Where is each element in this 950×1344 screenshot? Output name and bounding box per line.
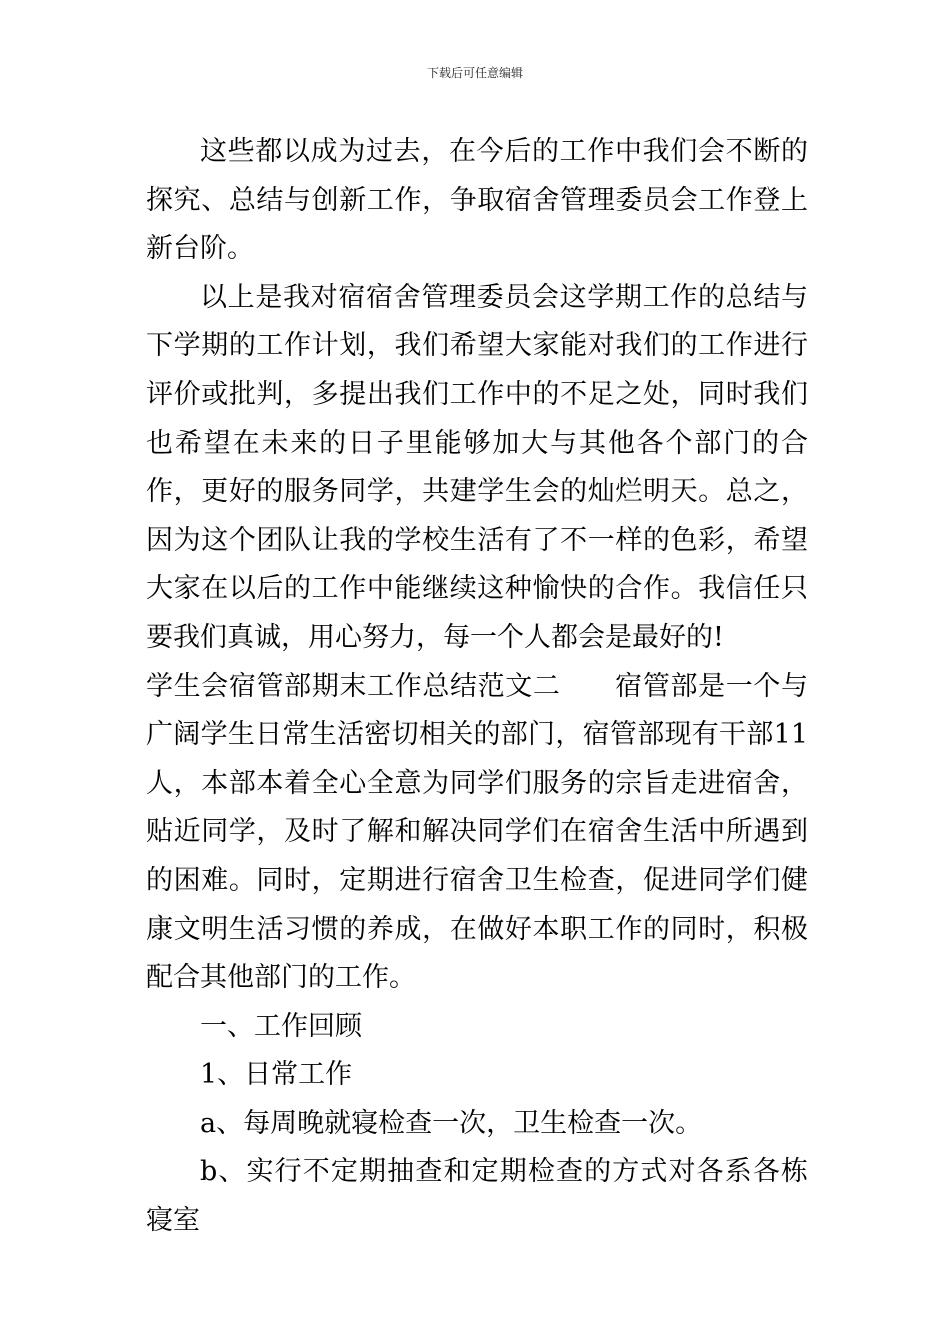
section-intro [146, 663, 808, 1003]
section-title: 学生会宿管部期末工作总结范文二 [146, 670, 561, 702]
heading-work-review: 一、工作回顾 [200, 1010, 362, 1042]
page-header-note: 下载后可任意编辑 [426, 66, 523, 80]
list-item-b: b、实行不定期抽查和定期检查的方式对各系各栋寝室 [146, 1156, 808, 1237]
list-item-a: a、每周晚就寝检查一次，卫生检查一次。 [200, 1107, 703, 1139]
paragraph-department-intro: 宿管部是一个与广阔学生日常生活密切相关的部门，宿管部现有干部11人，本部本着全心全意为同学们服务的宗旨走进宿舍，贴近同学，及时了解和解决同学们在宿舍生活中所遇到的困难。同时，定期进行宿舍卫生检查，促进同学们健康文明生活习惯的养成，在做好本职工作的同时，积极配合其他部门的工作。 [146, 670, 809, 994]
paragraph-summary: 以上是我对宿宿舍管理委员会这学期工作的总结与下学期的工作计划，我们希望大家能对我们的工作进行评价或批判，多提出我们工作中的不足之处，同时我们也希望在未来的日子里能够加大与其他各个部门的合作，更好的服务同学，共建学生会的灿烂明天。总之，因为这个团队让我的学校生活有了不一样的色彩，希望大家在以后的工作中能继续这种愉快的合作。我信任只要我们真诚，用心努力，每一个人都会是最好的! [146, 281, 808, 653]
paragraph-conclusion: 这些都以成为过去，在今后的工作中我们会不断的探究、总结与创新工作，争取宿舍管理委员会工作登上新台阶。 [146, 136, 808, 265]
document-body [146, 128, 808, 1246]
heading-daily-work: 1、日常工作 [200, 1059, 353, 1091]
